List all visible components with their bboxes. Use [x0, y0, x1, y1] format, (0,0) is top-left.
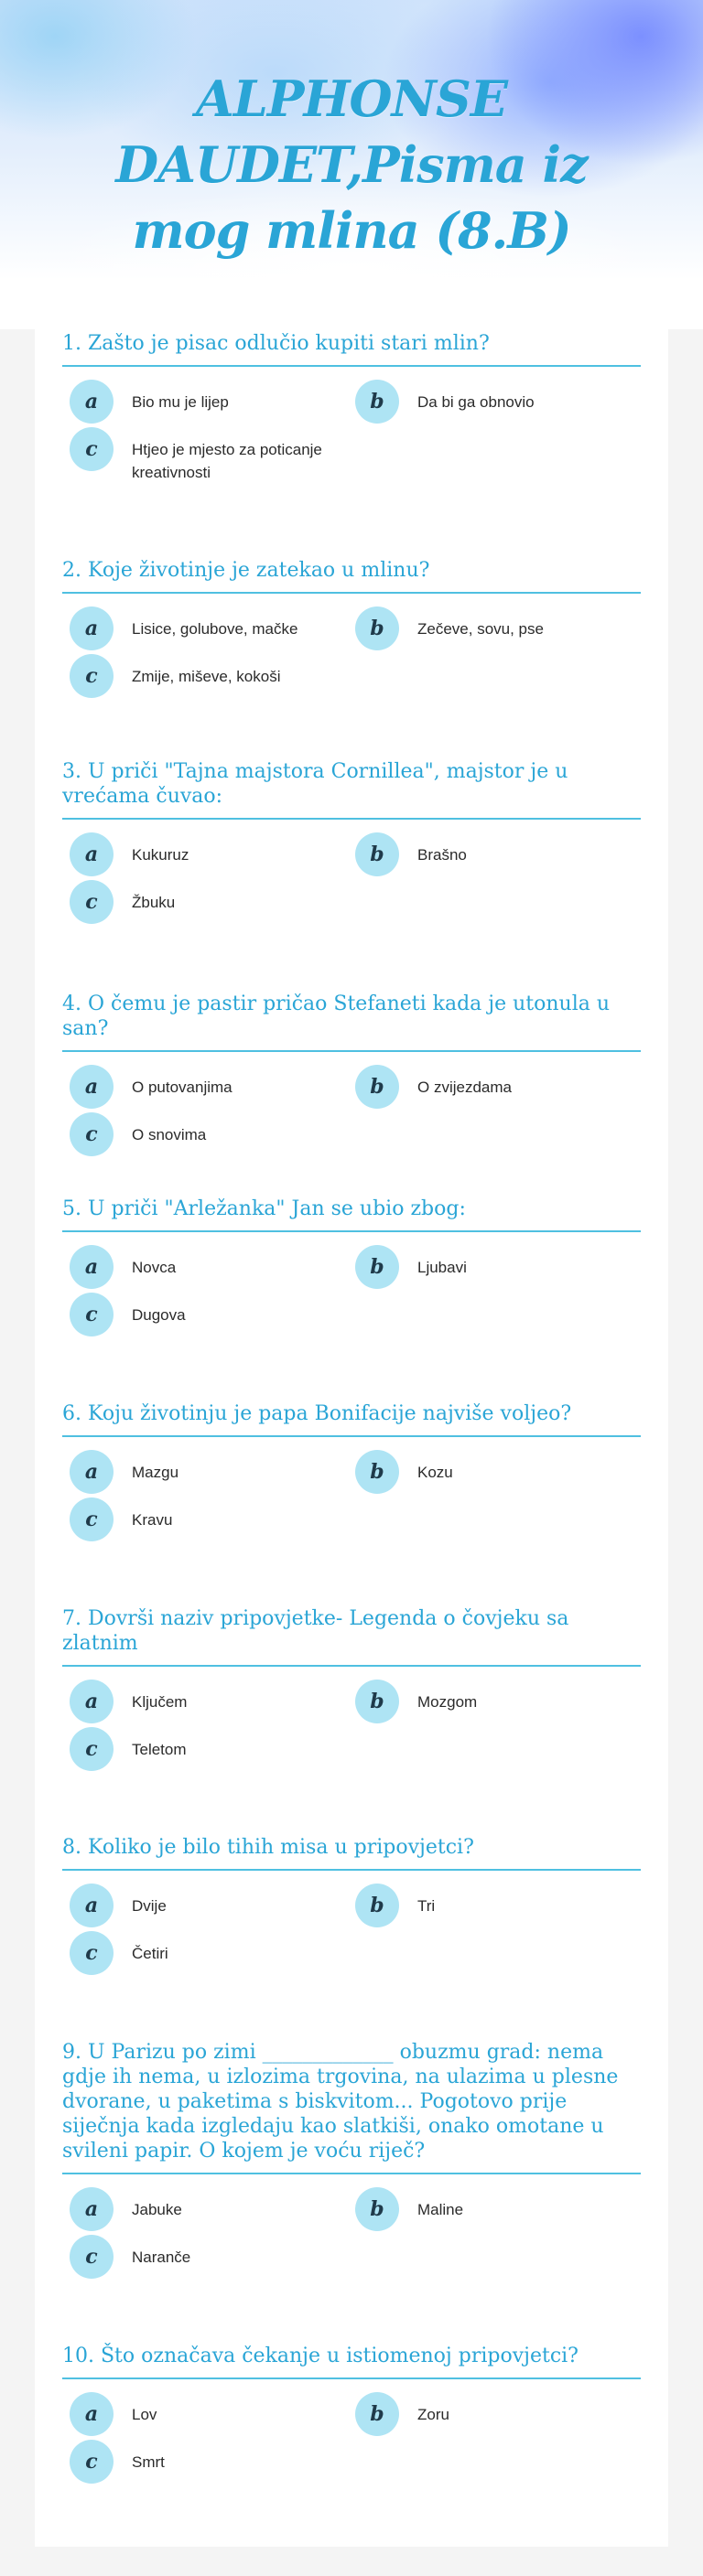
option-letter-badge: c: [70, 427, 114, 471]
answer-option-a[interactable]: [70, 2392, 344, 2436]
answer-option-a[interactable]: [70, 2187, 344, 2231]
answer-option-c[interactable]: [70, 1931, 344, 1975]
question-text: 2. Koje životinje je zatekao u mlinu?: [62, 558, 641, 594]
option-label: Jabuke: [132, 2201, 182, 2218]
question-2: [62, 558, 641, 698]
option-letter-badge: a: [70, 832, 114, 876]
answer-option-a[interactable]: [70, 832, 344, 876]
answer-option-b[interactable]: [355, 1450, 630, 1494]
answer-option-a[interactable]: [70, 1884, 344, 1927]
option-label: Zečeve, sovu, pse: [417, 620, 544, 638]
answer-options: [62, 1450, 641, 1541]
option-label: Žbuku: [132, 894, 176, 911]
option-label: O snovima: [132, 1126, 207, 1143]
option-letter-badge: b: [355, 2392, 399, 2436]
option-label: Mozgom: [417, 1693, 478, 1711]
answer-option-b[interactable]: [355, 2187, 630, 2231]
answer-option-c[interactable]: [70, 1112, 344, 1156]
answer-option-c[interactable]: [70, 427, 344, 484]
option-label: Tri: [417, 1897, 436, 1915]
option-letter-badge: b: [355, 1884, 399, 1927]
answer-options: [62, 2392, 641, 2484]
question-text: 5. U priči "Arležanka" Jan se ubio zbog:: [62, 1197, 641, 1232]
option-label: Kozu: [417, 1464, 453, 1481]
option-label: Naranče: [132, 2249, 191, 2266]
option-letter-badge: c: [70, 1727, 114, 1771]
option-label: Lisice, golubove, mačke: [132, 620, 298, 638]
option-letter-badge: a: [70, 2392, 114, 2436]
option-letter-badge: b: [355, 832, 399, 876]
question-text: 10. Što označava čekanje u istiomenoj pripovjetci?: [62, 2344, 641, 2379]
question-6: [62, 1401, 641, 1541]
answer-option-c[interactable]: [70, 2235, 344, 2279]
option-letter-badge: c: [70, 1112, 114, 1156]
answer-option-c[interactable]: [70, 880, 344, 924]
option-label: Maline: [417, 2201, 464, 2218]
option-letter-badge: b: [355, 606, 399, 650]
answer-options: [62, 1245, 641, 1336]
option-letter-badge: a: [70, 380, 114, 424]
option-letter-badge: a: [70, 1680, 114, 1723]
answer-option-a[interactable]: [70, 606, 344, 650]
answer-option-a[interactable]: [70, 1065, 344, 1109]
answer-option-b[interactable]: [355, 1680, 630, 1723]
quiz-card: [35, 329, 668, 2547]
answer-option-b[interactable]: [355, 1065, 630, 1109]
option-letter-badge: c: [70, 2235, 114, 2279]
option-letter-badge: a: [70, 1245, 114, 1289]
option-letter-badge: c: [70, 654, 114, 698]
question-3: [62, 759, 641, 924]
option-letter-badge: b: [355, 2187, 399, 2231]
option-label: Ključem: [132, 1693, 188, 1711]
option-label: Četiri: [132, 1945, 168, 1962]
question-8: [62, 1835, 641, 1975]
option-label: Brašno: [417, 846, 467, 864]
option-label: Bio mu je lijep: [132, 393, 229, 411]
option-label: Zmije, miševe, kokoši: [132, 668, 281, 685]
question-text: 7. Dovrši naziv pripovjetke- Legenda o čovjeku sa zlatnim: [62, 1606, 641, 1667]
option-label: Ljubavi: [417, 1259, 467, 1276]
answer-option-b[interactable]: [355, 606, 630, 650]
option-letter-badge: a: [70, 1065, 114, 1109]
option-label: Zoru: [417, 2406, 449, 2423]
option-letter-badge: b: [355, 1065, 399, 1109]
question-text: 3. U priči "Tajna majstora Cornillea", majstor je u vrećama čuvao:: [62, 759, 641, 820]
option-letter-badge: a: [70, 1884, 114, 1927]
option-letter-badge: a: [70, 606, 114, 650]
question-1: [62, 331, 641, 481]
question-text: 8. Koliko je bilo tihih misa u pripovjetci?: [62, 1835, 641, 1871]
option-letter-badge: c: [70, 1497, 114, 1541]
answer-options: [62, 1680, 641, 1771]
option-label: Kravu: [132, 1511, 173, 1529]
answer-option-b[interactable]: [355, 832, 630, 876]
question-text: 9. U Parizu po zimi _____________ obuzmu grad: nema gdje ih nema, u izlozima trgovina, na ulazima u plesne dvorane, u paketima s biskvitom... Pogotovo prije siječnja kada izgledaju kao slatkiši, onako omotane u svileni papir. O kojem je voću riječ?: [62, 2040, 641, 2174]
question-text: 6. Koju životinju je papa Bonifacije najviše voljeo?: [62, 1401, 641, 1437]
option-letter-badge: b: [355, 1450, 399, 1494]
answer-option-b[interactable]: [355, 1884, 630, 1927]
question-5: [62, 1197, 641, 1336]
answer-options: [62, 606, 641, 698]
option-label: Teletom: [132, 1741, 187, 1758]
question-7: [62, 1606, 641, 1771]
page-title: ALPHONSE DAUDET,Pisma iz mog mlina (8.B): [115, 70, 588, 260]
option-letter-badge: b: [355, 380, 399, 424]
answer-options: [62, 832, 641, 924]
option-label: Htjeo je mjesto za poticanje kreativnosti: [132, 441, 322, 481]
option-letter-badge: c: [70, 1931, 114, 1975]
option-label: Mazgu: [132, 1464, 179, 1481]
answer-option-a[interactable]: [70, 1450, 344, 1494]
option-label: Dvije: [132, 1897, 167, 1915]
option-letter-badge: c: [70, 1293, 114, 1336]
answer-options: [62, 1065, 641, 1156]
answer-option-c[interactable]: [70, 1293, 344, 1336]
option-label: Lov: [132, 2406, 157, 2423]
option-label: Smrt: [132, 2453, 165, 2471]
option-label: Dugova: [132, 1306, 186, 1324]
answer-option-a[interactable]: [70, 380, 344, 424]
answer-options: [62, 1884, 641, 1975]
answer-options: [62, 2187, 641, 2279]
answer-option-b[interactable]: [355, 380, 630, 424]
option-letter-badge: a: [70, 2187, 114, 2231]
answer-option-b[interactable]: [355, 1245, 630, 1289]
question-9: [62, 2040, 641, 2279]
answer-option-c[interactable]: [70, 1497, 344, 1541]
answer-option-a[interactable]: [70, 1680, 344, 1723]
option-letter-badge: a: [70, 1450, 114, 1494]
answer-options: [62, 380, 641, 481]
answer-option-c[interactable]: [70, 654, 344, 698]
option-letter-badge: c: [70, 2440, 114, 2484]
question-10: [62, 2344, 641, 2484]
header-banner: [0, 0, 703, 329]
option-label: Da bi ga obnovio: [417, 393, 535, 411]
answer-option-a[interactable]: [70, 1245, 344, 1289]
question-text: 1. Zašto je pisac odlučio kupiti stari mlin?: [62, 331, 641, 367]
answer-option-c[interactable]: [70, 1727, 344, 1771]
option-letter-badge: b: [355, 1245, 399, 1289]
question-4: [62, 992, 641, 1156]
option-label: O putovanjima: [132, 1079, 233, 1096]
question-text: 4. O čemu je pastir pričao Stefaneti kada je utonula u san?: [62, 992, 641, 1052]
answer-option-c[interactable]: [70, 2440, 344, 2484]
option-label: O zvijezdama: [417, 1079, 512, 1096]
option-letter-badge: b: [355, 1680, 399, 1723]
option-label: Kukuruz: [132, 846, 189, 864]
option-label: Novca: [132, 1259, 177, 1276]
option-letter-badge: c: [70, 880, 114, 924]
answer-option-b[interactable]: [355, 2392, 630, 2436]
